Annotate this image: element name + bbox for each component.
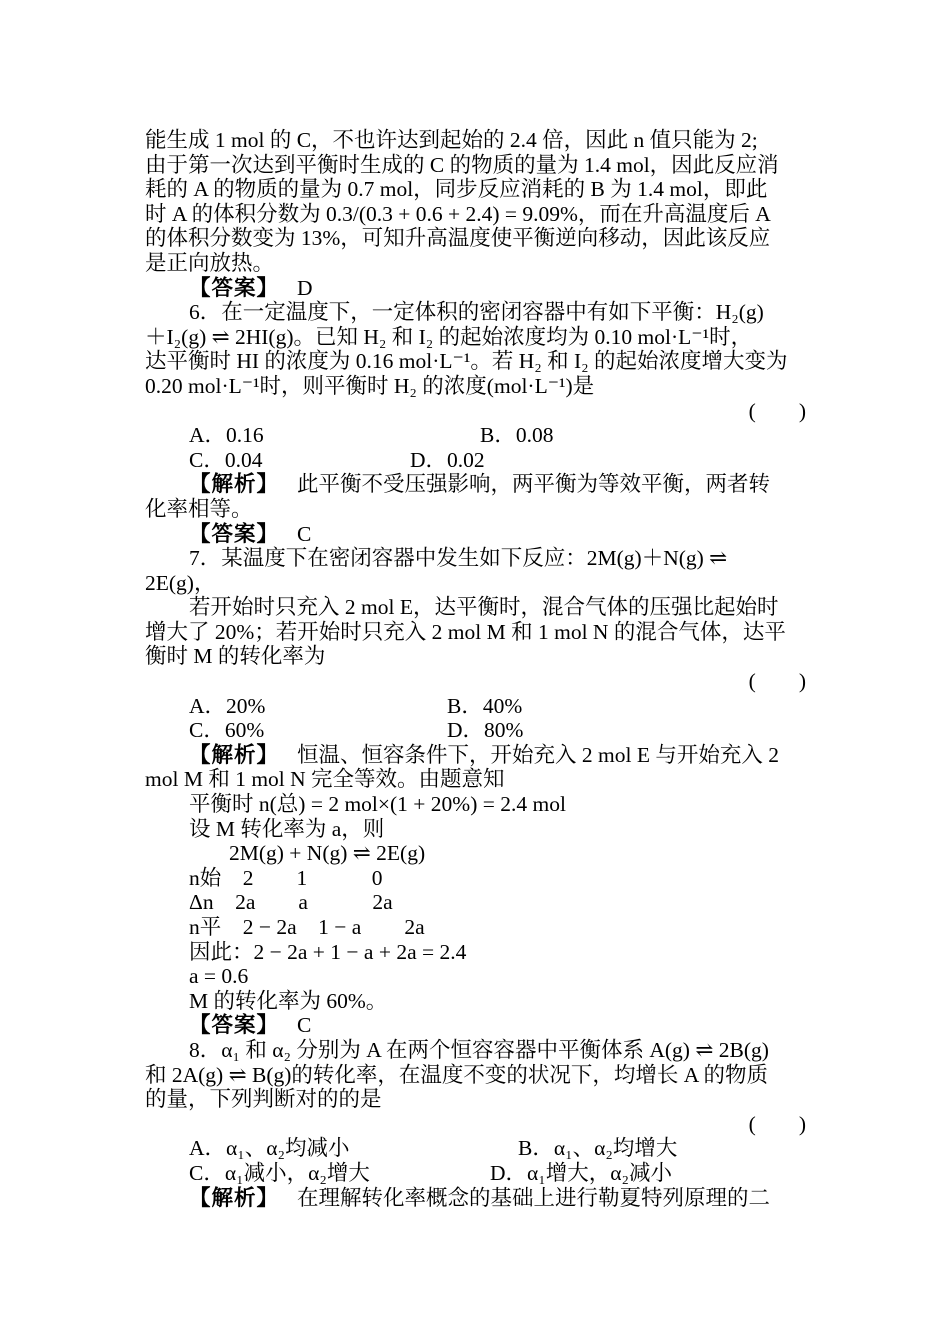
q7-stem-line: 2E(g)， (145, 570, 216, 595)
answer-tag: 【答案】 (189, 275, 280, 300)
q7-analysis-text: 恒温、恒容条件下，开始充入 2 mol E 与开始充入 2 (297, 742, 779, 767)
q7-table-line: n始 2 1 0 (189, 865, 383, 890)
text-line: 能生成 1 mol 的 C，不也许达到起始的 2.4 倍，因此 n 值只能为 2; (145, 128, 758, 152)
q6-answer-line (145, 522, 810, 547)
q8-analysis-text: 在理解转化率概念的基础上进行勒夏特列原理的二 (297, 1185, 771, 1210)
q8-option-c: C．α₁减小，α₂增大 (189, 1160, 370, 1185)
q6-stem-line: ＋I₂(g) ⇌ 2HI(g)。已知 H₂ 和 I₂ 的起始浓度均为 0.10 mol·L⁻¹时， (145, 324, 753, 349)
answer-bracket-line (145, 399, 810, 424)
q7-option-b: B．40% (447, 693, 523, 718)
analysis-tag: 【解析】 (189, 742, 280, 767)
q7-options-row (145, 694, 810, 719)
q8-stem-line: 8．α₁ 和 α₂ 分别为 A 在两个恒容容器中平衡体系 A(g) ⇌ 2B(g) (189, 1037, 769, 1062)
q7-stem-line: 衡时 M 的转化率为 (145, 644, 326, 669)
q6-stem-line: 0.20 mol·L⁻¹时，则平衡时 H₂ 的浓度(mol·L⁻¹)是 (145, 373, 595, 398)
analysis-tag: 【解析】 (189, 472, 280, 497)
q8-options-row (145, 1136, 810, 1161)
q7-solution-line: 设 M 转化率为 a，则 (189, 816, 385, 841)
answer-tag: 【答案】 (189, 1013, 280, 1038)
answer-bracket: ( ) (748, 1111, 806, 1136)
q6-analysis-line: 化率相等。 (145, 496, 253, 521)
q7-stem-line: 若开始时只充入 2 mol E，达平衡时，混合气体的压强比起始时 (189, 595, 779, 620)
q7-answer-line (145, 1013, 810, 1038)
q7-option-a: A．20% (189, 693, 266, 718)
answer-bracket-line (145, 669, 810, 694)
answer-bracket-line (145, 1112, 810, 1137)
q7-analysis-line: mol M 和 1 mol N 完全等效。由题意知 (145, 767, 505, 792)
q7-solution-line: 平衡时 n(总) = 2 mol×(1 + 20%) = 2.4 mol (189, 792, 566, 817)
q7-solution-line: M 的转化率为 60%。 (189, 988, 388, 1013)
q7-options-row (145, 718, 810, 743)
q7-stem-line: 7．某温度下在密闭容器中发生如下反应：2M(g)＋N(g) ⇌ (189, 546, 728, 571)
q8-options-row (145, 1161, 810, 1186)
q6-options-row (145, 448, 810, 473)
q6-analysis-line (145, 472, 810, 497)
analysis-tag: 【解析】 (189, 1185, 280, 1210)
text-line: 是正向放热。 (145, 250, 275, 275)
q7-answer: C (297, 1013, 312, 1038)
q8-option-a: A．α₁、α₂均减小 (189, 1136, 350, 1161)
q8-option-b: B．α₁、α₂均增大 (518, 1136, 678, 1161)
q7-analysis-line (145, 743, 810, 768)
q6-stem-line: 达平衡时 HI 的浓度为 0.16 mol·L⁻¹。若 H₂ 和 I₂ 的起始浓度增大变为 (145, 349, 788, 374)
answer-tag: 【答案】 (189, 521, 280, 546)
q7-table-line: n平 2 − 2a 1 − a 2a (189, 915, 425, 939)
q7-table-line: Δn 2a a 2a (189, 890, 393, 915)
q8-analysis-line (145, 1186, 810, 1211)
q6-answer: C (297, 521, 312, 546)
q7-option-d: D．80% (447, 718, 524, 743)
q8-stem-line: 和 2A(g) ⇌ B(g)的转化率，在温度不变的状况下，均增长 A 的物质 (145, 1062, 768, 1087)
q8-stem-line: 的量，下列判断对的的是 (145, 1087, 382, 1112)
q6-option-d: D．0.02 (410, 447, 485, 472)
q7-solution-line: a = 0.6 (189, 964, 249, 989)
q6-option-c: C．0.04 (189, 447, 263, 472)
q6-analysis-text: 此平衡不受压强影响，两平衡为等效平衡，两者转 (297, 472, 771, 497)
answer-bracket: ( ) (748, 669, 806, 694)
q6-option-a: A．0.16 (189, 423, 264, 448)
q6-options-row (145, 423, 810, 448)
q7-equation-line: 2M(g) + N(g) ⇌ 2E(g) (229, 841, 426, 866)
q7-solution-line: 因此：2 − 2a + 1 − a + 2a = 2.4 (189, 939, 467, 964)
text-line: 的体积分数变为 13%，可知升高温度使平衡逆向移动，因此该反应 (145, 226, 771, 251)
answer-bracket: ( ) (748, 398, 806, 423)
q5-answer-line (145, 276, 810, 301)
q7-stem-line: 增大了 20%；若开始时只充入 2 mol M 和 1 mol N 的混合气体，达平 (145, 619, 786, 644)
document-page (145, 128, 810, 1210)
text-line: 时 A 的体积分数为 0.3/(0.3 + 0.6 + 2.4) = 9.09%，而在升高温度后 A (145, 201, 771, 226)
q6-option-b: B．0.08 (480, 423, 554, 448)
q5-answer: D (297, 275, 313, 300)
text-line: 由于第一次达到平衡时生成的 C 的物质的量为 1.4 mol，因此反应消 (145, 152, 779, 177)
text-line: 耗的 A 的物质的量为 0.7 mol，同步反应消耗的 B 为 1.4 mol，即此 (145, 177, 768, 202)
q6-stem-line: 6．在一定温度下，一定体积的密闭容器中有如下平衡：H₂(g) (189, 300, 764, 325)
q7-option-c: C．60% (189, 718, 265, 743)
q8-option-d: D．α₁增大，α₂减小 (490, 1160, 673, 1185)
